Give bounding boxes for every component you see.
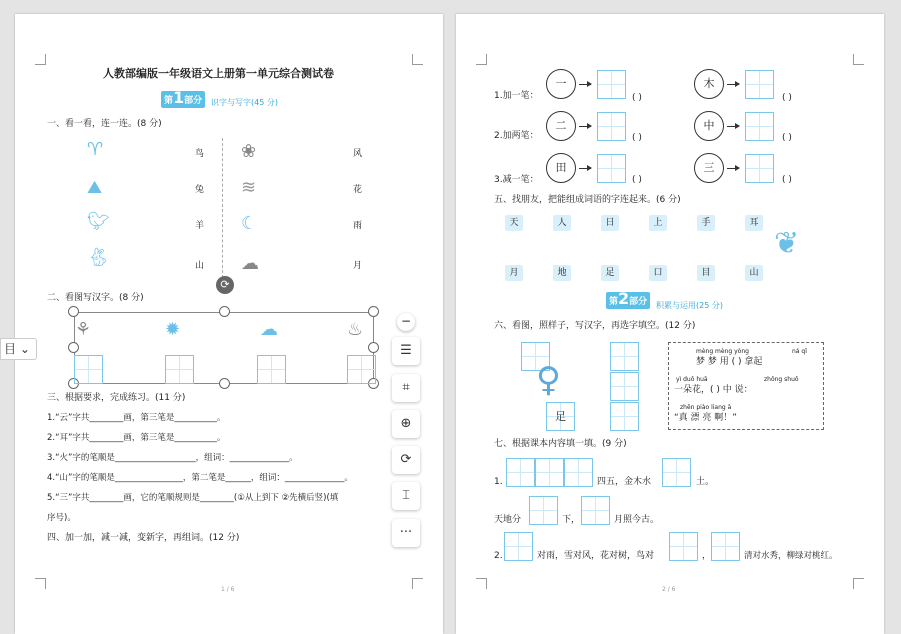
question-1: 一、看一看，连一连。(8 分) [47, 119, 162, 129]
char-left: 山 [195, 261, 205, 271]
answer-paren: ( ) [632, 175, 642, 185]
image-selection-box[interactable] [74, 312, 374, 384]
crop-mark [853, 54, 864, 65]
resize-handle[interactable] [68, 342, 79, 353]
plant-icon: ⚘ [75, 319, 92, 340]
text-fragment: 对雨，雪对风，花对树，鸟对 [537, 551, 655, 561]
wind-icon: ≋ [241, 177, 257, 198]
label-add-two: 2.加两笔： [494, 131, 539, 141]
writing-grid[interactable] [669, 532, 698, 561]
text-fragment: 天地分 [494, 515, 522, 525]
writing-grid-foot[interactable]: 足 [546, 402, 575, 431]
char-circle: 木 [694, 69, 724, 99]
fire-icon: ♨ [347, 319, 364, 340]
answer-paren: ( ) [632, 93, 642, 103]
answer-paren: ( ) [782, 133, 792, 143]
butterfly-icon: ❦ [774, 226, 800, 261]
text-fragment: ， [702, 551, 712, 561]
char-circle: 中 [694, 111, 724, 141]
char-left: 鸟 [195, 149, 205, 159]
page-number: 1 / 6 [221, 586, 235, 593]
resize-handle[interactable] [68, 306, 79, 317]
crop-mark [853, 578, 864, 589]
char-card[interactable]: 耳 [745, 215, 763, 231]
arrow-icon [579, 84, 591, 85]
item-number: 2. [494, 551, 503, 561]
char-right: 风 [353, 149, 363, 159]
pinyin: ná qǐ [792, 348, 807, 355]
char-card[interactable]: 口 [649, 265, 667, 281]
answer-line: 4.“山”字的笔顺是________________，第二笔是______，组词：______________。 [47, 473, 353, 483]
char-card[interactable]: 手 [697, 215, 715, 231]
answer-line: 2.“耳”字共________画，第三笔是__________。 [47, 433, 226, 443]
question-3: 三、根据要求，完成练习。(11 分) [47, 393, 186, 403]
char-card[interactable]: 地 [553, 265, 571, 281]
moon-icon: ☾ [241, 213, 258, 234]
more-icon[interactable]: ··· [392, 519, 420, 547]
poem-line: “真 漂 亮 啊！” [674, 413, 737, 423]
label-add-one: 1.加一笔： [494, 91, 539, 101]
resize-handle[interactable] [368, 306, 379, 317]
writing-grid[interactable] [564, 458, 593, 487]
char-card[interactable]: 天 [505, 215, 523, 231]
writing-grid[interactable] [610, 402, 639, 431]
poem-line: 一朵花，( ) 中 说： [674, 385, 753, 395]
text-select-icon[interactable]: ⌶ [392, 482, 420, 510]
crop-mark [35, 578, 46, 589]
char-left: 兔 [195, 185, 205, 195]
pinyin: yì duǒ huā [676, 376, 708, 383]
crop-mark [476, 578, 487, 589]
sun-icon: ✹ [165, 319, 181, 340]
writing-grid[interactable] [745, 70, 774, 99]
text-fragment: 土。 [696, 477, 715, 487]
writing-grid[interactable] [610, 342, 639, 371]
char-right: 月 [353, 261, 363, 271]
writing-grid[interactable] [581, 496, 610, 525]
writing-grid[interactable] [535, 458, 564, 487]
writing-grid[interactable] [597, 112, 626, 141]
char-left: 羊 [195, 221, 205, 231]
answer-paren: ( ) [632, 133, 642, 143]
writing-grid[interactable] [165, 355, 194, 384]
writing-grid[interactable] [662, 458, 691, 487]
writing-grid[interactable] [347, 355, 376, 384]
strikethrough-icon[interactable]: ☰ [392, 337, 420, 365]
text-fragment: 月照今古。 [614, 515, 660, 525]
rotate-icon[interactable]: ⟳ [392, 446, 420, 474]
crop-icon[interactable]: ⌗ [392, 374, 420, 402]
char-card[interactable]: 上 [649, 215, 667, 231]
zoom-icon[interactable]: ⊕ [392, 410, 420, 438]
sidebar-toggle-button[interactable]: 目 ⌄ [0, 338, 37, 360]
arrow-icon [579, 168, 591, 169]
arrow-icon [727, 84, 739, 85]
writing-grid[interactable] [504, 532, 533, 561]
answer-paren: ( ) [782, 175, 792, 185]
char-circle: 一 [546, 69, 576, 99]
char-card[interactable]: 山 [745, 265, 763, 281]
sheep-icon: ♈ [87, 139, 104, 160]
page-number: 2 / 6 [662, 586, 676, 593]
char-card[interactable]: 月 [505, 265, 523, 281]
girl-icon: ♀ [536, 360, 561, 400]
crop-mark [476, 54, 487, 65]
writing-grid[interactable] [529, 496, 558, 525]
pinyin: zhōng shuō [764, 376, 799, 383]
cloud-icon: ☁ [260, 319, 278, 340]
writing-grid[interactable] [597, 70, 626, 99]
char-card[interactable]: 足 [601, 265, 619, 281]
char-card[interactable]: 日 [601, 215, 619, 231]
writing-grid[interactable] [597, 154, 626, 183]
pinyin: mèng mèng yòng [696, 348, 749, 355]
poem-line: 梦 梦 用 ( ) 拿起 [696, 357, 763, 367]
char-card[interactable]: 人 [553, 215, 571, 231]
resize-handle[interactable] [219, 306, 230, 317]
rain-icon: ☁ [241, 253, 259, 274]
writing-grid[interactable] [711, 532, 740, 561]
divider [222, 138, 223, 278]
char-circle: 三 [694, 153, 724, 183]
writing-grid[interactable] [506, 458, 535, 487]
section-badge: 第2部分 [606, 292, 650, 309]
writing-grid[interactable] [257, 355, 286, 384]
rabbit-icon: 🐇︎ [87, 247, 110, 268]
answer-line: 序号)。 [47, 513, 76, 523]
crop-mark [412, 54, 423, 65]
label-minus-one: 3.减一笔： [494, 175, 539, 185]
crop-mark [412, 578, 423, 589]
resize-handle[interactable] [219, 378, 230, 389]
question-4: 四、加一加，减一减，变新字，再组词。(12 分) [47, 533, 240, 543]
char-card[interactable]: 目 [697, 265, 715, 281]
answer-paren: ( ) [782, 93, 792, 103]
arrow-icon [727, 168, 739, 169]
char-circle: 田 [546, 153, 576, 183]
answer-line: 3.“火”字的笔顺是___________________，组词：______________。 [47, 453, 298, 463]
page-2 [456, 14, 884, 634]
writing-grid[interactable] [745, 154, 774, 183]
char-right: 花 [353, 185, 363, 195]
section-label: 识字与写字(45 分) [211, 98, 278, 107]
section-label: 积累与运用(25 分) [656, 301, 723, 310]
question-5: 五、找朋友，把能组成词语的字连起来。(6 分) [494, 195, 681, 205]
crop-mark [35, 54, 46, 65]
flower-icon: ❀ [241, 141, 257, 162]
text-fragment: 下， [562, 515, 581, 525]
page-title: 人教部编版一年级语文上册第一单元综合测试卷 [103, 67, 334, 80]
text-fragment: 清对水秀，柳绿对桃红。 [744, 551, 838, 561]
char-circle: 二 [546, 111, 576, 141]
arrow-icon [727, 126, 739, 127]
page-1 [15, 14, 443, 634]
question-7: 七、根据课本内容填一填。(9 分) [494, 439, 627, 449]
writing-grid[interactable] [74, 355, 103, 384]
arrow-icon [579, 126, 591, 127]
resize-handle[interactable] [368, 342, 379, 353]
item-number: 1. [494, 477, 503, 487]
question-2: 二、看图写汉字。(8 分) [47, 293, 144, 303]
pinyin: zhēn piào liang ā [680, 404, 732, 411]
char-right: 雨 [353, 221, 363, 231]
writing-grid[interactable] [745, 112, 774, 141]
answer-line: 5.“三”字共________画，它的笔顺规则是________(①从上到下 ②先横后竖)(填 [47, 493, 339, 503]
bird-icon: 🐦︎ [87, 211, 110, 232]
writing-grid[interactable] [610, 372, 639, 401]
rotate-handle-icon[interactable]: ⟳ [216, 276, 234, 294]
section-badge: 第1部分 [161, 91, 205, 108]
question-6: 六、看图，照样子，写汉字，再选字填空。(12 分) [494, 321, 696, 331]
mountain-icon: ⛰ [87, 177, 103, 198]
answer-line: 1.“云”字共________画，第三笔是__________。 [47, 413, 226, 423]
text-fragment: 四五，金木水 [597, 477, 652, 487]
minus-icon[interactable]: − [397, 313, 415, 331]
